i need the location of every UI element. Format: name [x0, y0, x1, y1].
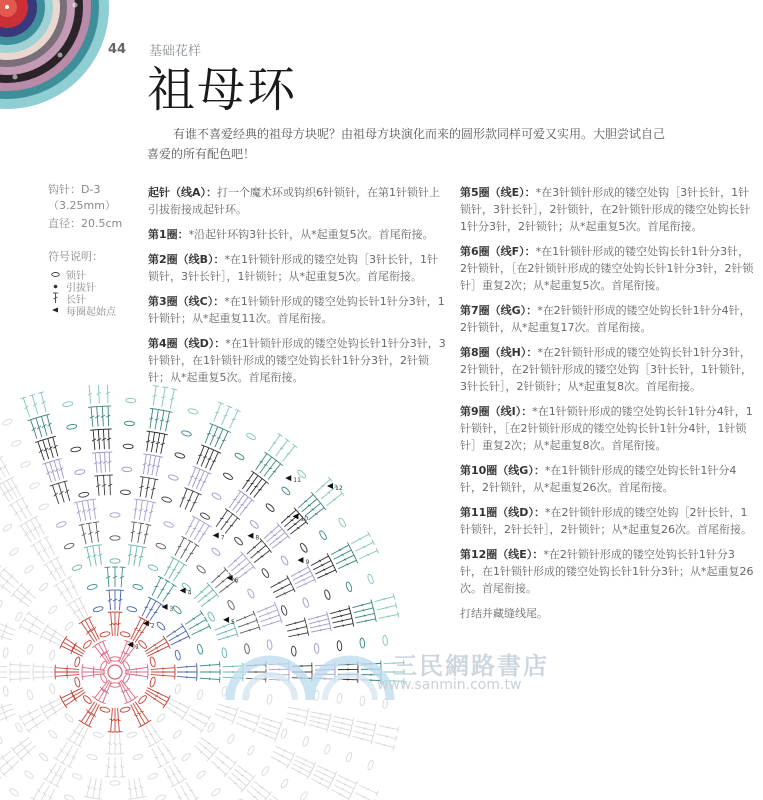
intro-line-1: 有谁不喜爱经典的祖母方块呢？由祖母方块演化而来的圆形款同样可爱又实用。大胆尝试自己	[173, 127, 666, 141]
instructions-right-column	[460, 184, 755, 630]
instruction-finish: 打结并藏缝线尾。	[460, 607, 548, 620]
svg-text:5: 5	[231, 618, 235, 626]
instructions-left-column	[148, 184, 448, 394]
svg-text:10: 10	[300, 515, 309, 523]
instruction-round-4: 第4圈（线D）：*在1针锁针形成的镂空处钩长针1针分3针，3针锁针，在1针锁针形成的镂空处钩长针1针分3针，2针锁针；从*起重复5次。首尾衔接。	[148, 337, 446, 384]
instruction-round-11: 第11圈（线D）：*在2针锁针形成的镂空处钩［2针长针，1针锁针，2针长针］，2针锁针；从*起重复26次。首尾衔接。	[460, 506, 752, 536]
chain-oval-icon	[48, 272, 62, 277]
legend-item: 锁针	[48, 268, 116, 280]
symbol-legend	[48, 248, 116, 316]
watermark-url: www.sanmin.com.tw	[377, 677, 522, 693]
slip-stitch-dot-icon	[48, 284, 62, 289]
instruction-round-1: 第1圈：*沿起针环钩3针长针，从*起重复5次。首尾衔接。	[148, 228, 434, 241]
svg-text:7: 7	[220, 534, 225, 542]
svg-text:9: 9	[305, 559, 310, 567]
instruction-foundation: 起针（线A）：打一个魔术环或钩织6针锁针，在第1针锁针上引拔衔接成起针环。	[148, 186, 441, 216]
instruction-round-12: 第12圈（线E）：*在2针锁针形成的镂空处钩长针1针分3针，在1针锁针形成的镂空处钩长针1针分3针；从*起重复26次。首尾衔接。	[460, 548, 754, 595]
svg-text:3: 3	[169, 605, 174, 613]
diameter-spec: 直径：20.5cm	[48, 217, 123, 230]
section-label: 基础花样	[149, 44, 202, 59]
instruction-round-2: 第2圈（线B）：*在1针锁针形成的镂空处钩［3针长针，1针锁针，3针长针］，1针锁针；从*起重复5次。首尾衔接。	[148, 253, 439, 283]
svg-text:6: 6	[234, 576, 239, 584]
finished-piece-photo	[0, 0, 110, 110]
specs-block	[48, 183, 122, 233]
instruction-round-6: 第6圈（线F）：*在1针锁针形成的镂空处钩长针1针分3针，2针锁针，［在2针锁针形成的镂空处钩长针1针分3针，2针锁针］重复2次；从*起重复5次。首尾衔接。	[460, 245, 754, 292]
instruction-round-3: 第3圈（线C）：*在1针锁针形成的镂空处钩长针1针分3针，1针锁针；从*起重复11次。首尾衔接。	[148, 295, 445, 325]
intro-line-2: 喜爱的所有配色吧！	[147, 147, 256, 161]
hook-spec: 钩针：D-3	[48, 183, 101, 196]
legend-item: 长针	[48, 292, 116, 304]
page-title: 祖母环	[147, 62, 298, 118]
instruction-round-8: 第8圈（线H）：*在2针锁针形成的镂空处钩长针1针分3针，2针锁针，在2针锁针形成的镂空处钩［3针长针，1针锁针，3针长针］，2针锁针；从*起重复8次。首尾衔接。	[460, 346, 752, 393]
page-number: 44	[108, 42, 127, 57]
instruction-round-10: 第10圈（线G）：*在1针锁针形成的镂空处钩长针1针分4针，2针锁针，从*起重复26次。首尾衔接。	[460, 464, 737, 494]
legend-item: 引拔针	[48, 280, 116, 292]
svg-text:1: 1	[135, 643, 140, 651]
instruction-round-7: 第7圈（线G）：*在2针锁针形成的镂空处钩长针1针分4针，2针锁针，从*起重复17次。首尾衔接。	[460, 304, 751, 334]
watermark-name: 三民網路書店	[393, 651, 549, 680]
svg-text:2: 2	[150, 622, 155, 630]
svg-text:8: 8	[255, 534, 260, 542]
hook-size: （3.25mm）	[48, 199, 116, 212]
svg-text:12: 12	[335, 485, 343, 493]
legend-title: 符号说明：	[48, 250, 103, 263]
double-crochet-icon	[48, 292, 62, 304]
legend-item: 每圈起始点	[48, 304, 116, 316]
instruction-round-5: 第5圈（线E）：*在3针锁针形成的镂空处钩［3针长针，1针锁针，3针长针］，2针锁针，在2针锁针形成的镂空处钩长针1针分3针，2针锁针；从*起重复5次。首尾衔接。	[460, 186, 751, 233]
instruction-round-9: 第9圈（线I）：*在1针锁针形成的镂空处钩长针1针分4针，1针锁针，［在2针锁针形成的镂空处钩长针1针分4针，1针锁针］重复2次；从*起重复8次。首尾衔接。	[460, 405, 753, 452]
crochet-chart-diagram	[0, 385, 440, 800]
intro-paragraph	[147, 124, 667, 164]
svg-text:11: 11	[293, 477, 301, 485]
svg-text:4: 4	[187, 589, 192, 597]
round-start-arrow-icon	[48, 307, 62, 313]
